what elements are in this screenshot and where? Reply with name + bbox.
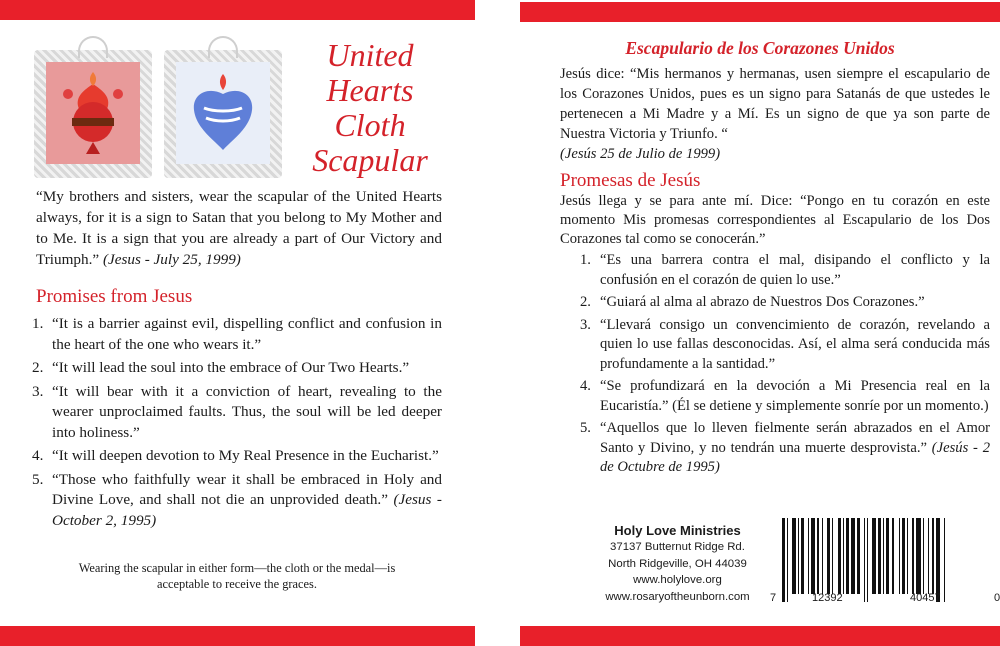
barcode-bar — [878, 518, 881, 594]
barcode-bar — [867, 518, 868, 602]
barcode-bar — [883, 518, 884, 594]
barcode-bar — [817, 518, 818, 594]
list-item: 2. “It will lead the soul into the embrace of Our Two Hearts.” — [32, 359, 410, 376]
promises-heading: Promises from Jesus — [36, 286, 193, 307]
barcode-bar — [808, 518, 809, 594]
barcode-bar — [798, 518, 799, 594]
immaculate-heart-icon — [164, 50, 282, 178]
blue-scapular-image — [164, 50, 282, 178]
barcode-bar — [832, 518, 833, 594]
barcode-digits: 12392 — [812, 592, 843, 604]
spanish-card — [520, 0, 1000, 646]
barcode-bars — [782, 518, 990, 594]
promises-list — [32, 314, 442, 534]
intro-quote: “My brothers and sisters, wear the scapular of the United Hearts always, for it is a sign to Satan that you belong to My Mother and to Me. It is a sign that you are already a part of Our Victory and Triumph.” (Jesus - July 25, 1999) — [36, 188, 442, 268]
red-scapular-image — [34, 50, 152, 178]
red-sacred-heart-icon — [34, 50, 152, 178]
english-card — [0, 0, 475, 646]
barcode-bar — [811, 518, 815, 594]
list-item: 4. “Se profundizará en la devoción a Mi Presencia real en la Eucaristía.” (Él se detiene y simplemente sonríe por un momento.) — [580, 378, 990, 414]
list-item: 3. “Llevará consigo un convencimiento de corazón, revelando a quien lo use fallas desconocidas. Así, el alma será conducida más profundamente a la santidad.” — [580, 316, 990, 372]
website-link[interactable]: www.holylove.org — [633, 574, 722, 587]
footnote: Wearing the scapular in either form—the cloth or the medal—is acceptable to receive the graces. — [78, 561, 396, 591]
bottom-red-band — [0, 626, 475, 646]
barcode-bar — [912, 518, 915, 594]
barcode-bar — [902, 518, 905, 594]
city-address: North Ridgeville, OH 44039 — [608, 557, 747, 570]
list-item: 5. “Those who faithfully wear it shall be embraced in Holy and Divine Love, and shall not die an unprovided death.” (Jesus - October 2, 1995) — [32, 470, 442, 529]
top-red-band — [520, 2, 1000, 22]
barcode-bar — [792, 518, 796, 594]
barcode-bar — [843, 518, 844, 594]
barcode-bar — [822, 518, 823, 594]
website-link[interactable]: www.rosaryoftheunborn.com — [605, 590, 750, 603]
upc-barcode — [770, 518, 1000, 606]
list-item: 3. “It will bear with it a conviction of heart, revealing to the wearer unproclaimed faults. Thus, the soul will be led deeper into holiness.” — [32, 382, 442, 441]
promises-list — [580, 251, 990, 481]
barcode-bar — [928, 518, 929, 594]
barcode-bar — [936, 518, 940, 602]
barcode-digit: 7 — [770, 592, 777, 604]
barcode-bar — [944, 518, 945, 602]
list-item: 2. “Guiará al alma al abrazo de Nuestros Dos Corazones.” — [580, 294, 925, 310]
organization-name: Holy Love Ministries — [614, 523, 741, 538]
barcode-bar — [851, 518, 855, 594]
barcode-bar — [838, 518, 841, 594]
barcode-bar — [801, 518, 804, 594]
card-title: United Hearts Cloth Scapular — [312, 37, 428, 178]
card-title: Escapulario de los Corazones Unidos — [625, 38, 895, 58]
barcode-bar — [907, 518, 908, 594]
scapular-photos — [34, 36, 294, 186]
promise-citation: (Jesus - October 2, 1995) — [52, 491, 442, 529]
bottom-red-band — [520, 626, 1000, 646]
barcode-bar — [864, 518, 865, 602]
barcode-digits: 40457 — [910, 592, 941, 604]
list-item: 1. “Es una barrera contra el mal, disipando el conflicto y la confusión en el corazón de quien lo use.” — [580, 252, 990, 288]
quote-citation: (Jesus - July 25, 1999) — [102, 251, 241, 268]
street-address: 37137 Butternut Ridge Rd. — [610, 541, 745, 554]
barcode-bar — [846, 518, 849, 594]
promises-heading: Promesas de Jesús — [560, 170, 701, 191]
barcode-bar — [892, 518, 893, 594]
barcode-digit: 0 — [994, 592, 1000, 604]
barcode-bar — [923, 518, 924, 594]
barcode-bar — [916, 518, 920, 594]
list-item: 4. “It will deepen devotion to My Real Presence in the Eucharist.” — [32, 447, 439, 464]
barcode-bar — [857, 518, 860, 594]
barcode-bar — [899, 518, 900, 594]
barcode-bar — [787, 518, 788, 602]
list-item: 5. “Aquellos que lo lleven fielmente serán abrazados en el Amor Santo y Divino, y no tendrán una muerte desprovista.” (Jesús - 2 de Octubre de 1995) — [580, 420, 991, 475]
barcode-bar — [872, 518, 876, 594]
promises-lead: Jesús llega y se para ante mí. Dice: “Pongo en tu corazón en este momento Mis promesas correspondientes al Escapulario de los Dos Corazones tal como se conocerán.” — [560, 193, 990, 247]
quote-citation: (Jesús 25 de Julio de 1999) — [560, 146, 721, 162]
top-red-band — [0, 0, 475, 20]
barcode-bar — [827, 518, 830, 594]
promise-citation: (Jesús - 2 de Octubre de 1995) — [600, 439, 991, 475]
intro-quote: Jesús dice: “Mis hermanos y hermanas, usen siempre el escapulario de los Corazones Unidos, pues es un signo para Satanás de que ustedes le pertenecen a Mi Madre y a Mí. Es un signo de que ya son parte de Nuestra Victoria y Triunfo. “ (Jesús 25 de Julio de 1999) — [560, 66, 990, 162]
contact-block — [590, 523, 765, 605]
barcode-bar — [886, 518, 889, 594]
barcode-bar — [782, 518, 785, 602]
barcode-bar — [932, 518, 933, 594]
list-item: 1. “It is a barrier against evil, dispelling conflict and confusion in the heart of the one who wears it.” — [32, 315, 442, 353]
